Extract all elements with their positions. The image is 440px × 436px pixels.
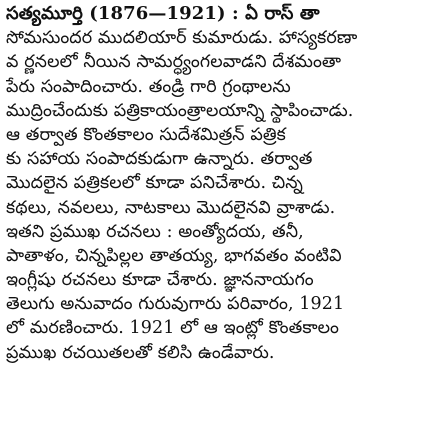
entry-heading-line: సత్యమూర్తి (1876—1921) : ఏ రాస్ తా: [6, 3, 320, 24]
text-line: లో మరణించారు. 1921 లో ఆ ఇంట్లో కొంతకాలం: [6, 318, 339, 339]
text-line: పాతాళం, చిన్నపిల్లల తాతయ్య, భాగవతం వంటివి: [6, 245, 342, 266]
text-line: ముద్రించేందుకు పత్రికాయంత్రాలయాన్ని స్థాపించాడు.: [6, 100, 354, 121]
text-line: తెలుగు అనువాదం గురువుగారు పరివారం, 1921: [6, 294, 345, 315]
text-line: కు సహాయ సంపాదకుడుగా ఉన్నారు. తర్వాత: [6, 149, 313, 170]
text-line: ప్రముఖ రచయితలతో కలిసి ఉండేవారు.: [6, 342, 275, 363]
text-line: ఇతని ప్రముఖ రచనలు : అంత్యోదయ, తనీ,: [6, 221, 304, 242]
text-line: సోమసుందర ముదలియార్ కుమారుడు. హాస్యకరణా: [6, 28, 358, 49]
text-line: పేరు సంపాదించారు. తండ్రి గారి గ్రంథాలను: [6, 76, 291, 97]
text-line: వ ర్ణనలలో నీయిన సామర్ధ్యంగలవాడని దేశమంతా: [6, 52, 342, 73]
text-line: మొదలైన పత్రికలలో కూడా పనిచేశారు. చిన్న: [6, 173, 303, 194]
text-line: ఆ తర్వాత కొంతకాలం సుదేశమిత్రన్ పత్రిక: [6, 124, 286, 145]
text-line: ఇంగ్లీషు రచనలు కూడా చేశారు. జ్ఞాననాయగం: [6, 270, 314, 291]
text-line: కథలు, నవలలు, నాటకాలు మొదలైనవి వ్రాశాడు.: [6, 197, 336, 218]
